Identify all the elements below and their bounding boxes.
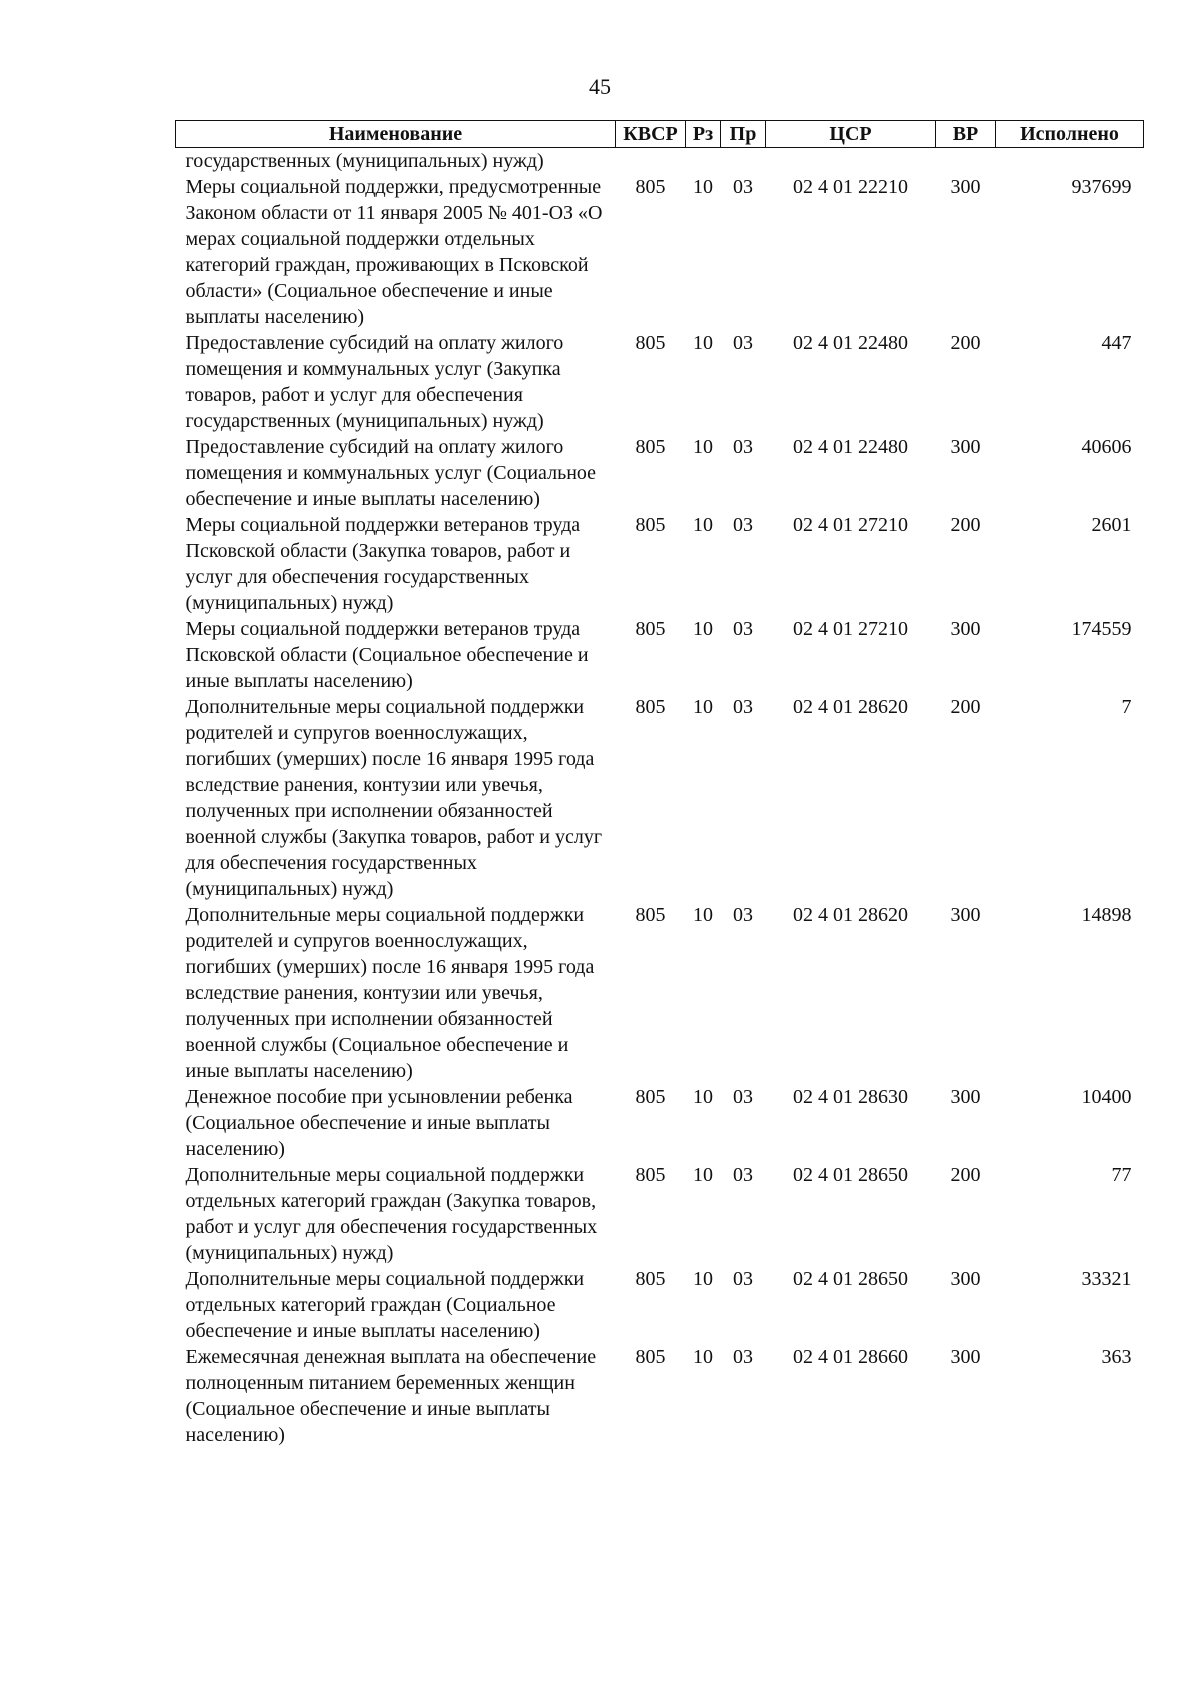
- row-csr: 02 4 01 27210: [793, 514, 908, 536]
- row-pr: 03: [733, 436, 753, 458]
- table-row: [176, 1344, 1144, 1448]
- table-row: [176, 434, 1144, 512]
- table-row: [176, 512, 1144, 616]
- row-name: Денежное пособие при усыновлении ребенка (Социальное обеспечение и иные выплаты населению): [185, 1086, 573, 1160]
- row-done: 77: [1111, 1164, 1132, 1186]
- row-kvsr: 805: [635, 176, 666, 198]
- header-done: Исполнено: [996, 121, 1144, 148]
- header-pr: Пр: [721, 121, 766, 148]
- header-csr: ЦСР: [766, 121, 936, 148]
- row-vr: 300: [950, 1268, 981, 1290]
- row-name: Дополнительные меры социальной поддержки родителей и супругов военнослужащих, погибших (умерших) после 16 января 1995 года вследствие ранения, контузии или увечья, полученных при исполнении обязанностей военной службы (Закупка товаров, работ и услуг для обеспечения государственных (муниципальных) нужд): [185, 696, 603, 900]
- row-name: Предоставление субсидий на оплату жилого помещения и коммунальных услуг (Закупка товаров, работ и услуг для обеспечения государственных (муниципальных) нужд): [185, 332, 564, 432]
- row-kvsr: 805: [635, 1268, 666, 1290]
- row-csr: 02 4 01 28620: [793, 696, 908, 718]
- row-done: 14898: [1081, 904, 1132, 926]
- table-row: [176, 902, 1144, 1084]
- row-rz: 10: [693, 1164, 713, 1186]
- row-pr: 03: [733, 618, 753, 640]
- table-row: [176, 694, 1144, 902]
- row-csr: 02 4 01 28620: [793, 904, 908, 926]
- row-kvsr: 805: [635, 514, 666, 536]
- table-row: [176, 1084, 1144, 1162]
- table-row: [176, 1266, 1144, 1344]
- row-kvsr: 805: [635, 332, 666, 354]
- row-kvsr: 805: [635, 1346, 666, 1368]
- row-rz: 10: [693, 618, 713, 640]
- row-vr: 300: [950, 904, 981, 926]
- row-vr: 200: [950, 696, 981, 718]
- row-rz: 10: [693, 436, 713, 458]
- row-name: Дополнительные меры социальной поддержки родителей и супругов военнослужащих, погибших (умерших) после 16 января 1995 года вследствие ранения, контузии или увечья, полученных при исполнении обязанностей военной службы (Социальное обеспечение и иные выплаты населению): [185, 904, 595, 1082]
- row-pr: 03: [733, 1086, 753, 1108]
- row-pr: 03: [733, 514, 753, 536]
- row-done: 10400: [1081, 1086, 1132, 1108]
- carryover-text: государственных (муниципальных) нужд): [185, 150, 544, 172]
- row-pr: 03: [733, 1164, 753, 1186]
- row-kvsr: 805: [635, 696, 666, 718]
- row-kvsr: 805: [635, 1164, 666, 1186]
- row-name: Дополнительные меры социальной поддержки отдельных категорий граждан (Социальное обеспечение и иные выплаты населению): [185, 1268, 585, 1342]
- table-body: [176, 148, 1144, 1449]
- row-vr: 200: [950, 514, 981, 536]
- row-kvsr: 805: [635, 436, 666, 458]
- row-vr: 200: [950, 1164, 981, 1186]
- row-csr: 02 4 01 22480: [793, 436, 908, 458]
- row-kvsr: 805: [635, 618, 666, 640]
- table-row: [176, 616, 1144, 694]
- row-name: Меры социальной поддержки ветеранов труда Псковской области (Закупка товаров, работ и услуг для обеспечения государственных (муниципальных) нужд): [185, 514, 581, 614]
- row-done: 2601: [1091, 514, 1132, 536]
- row-vr: 300: [950, 176, 981, 198]
- row-pr: 03: [733, 176, 753, 198]
- row-done: 7: [1121, 696, 1132, 718]
- row-kvsr: 805: [635, 1086, 666, 1108]
- row-rz: 10: [693, 696, 713, 718]
- row-done: 937699: [1071, 176, 1132, 198]
- budget-table: [175, 120, 1144, 1448]
- row-rz: 10: [693, 332, 713, 354]
- row-done: 33321: [1081, 1268, 1132, 1290]
- row-csr: 02 4 01 22480: [793, 332, 908, 354]
- row-done: 363: [1101, 1346, 1132, 1368]
- table-header: [176, 121, 1144, 148]
- carryover-row: [176, 148, 1144, 175]
- row-csr: 02 4 01 28650: [793, 1268, 908, 1290]
- row-kvsr: 805: [635, 904, 666, 926]
- row-done: 447: [1101, 332, 1132, 354]
- row-name: Меры социальной поддержки ветеранов труда Псковской области (Социальное обеспечение и иные выплаты населению): [185, 618, 589, 692]
- row-rz: 10: [693, 514, 713, 536]
- header-vr: ВР: [936, 121, 996, 148]
- row-vr: 300: [950, 1346, 981, 1368]
- row-csr: 02 4 01 27210: [793, 618, 908, 640]
- row-rz: 10: [693, 904, 713, 926]
- row-rz: 10: [693, 1268, 713, 1290]
- row-rz: 10: [693, 176, 713, 198]
- row-pr: 03: [733, 696, 753, 718]
- row-pr: 03: [733, 904, 753, 926]
- header-name: Наименование: [176, 121, 616, 148]
- row-vr: 300: [950, 1086, 981, 1108]
- row-csr: 02 4 01 28630: [793, 1086, 908, 1108]
- row-name: Предоставление субсидий на оплату жилого помещения и коммунальных услуг (Социальное обеспечение и иные выплаты населению): [185, 436, 597, 510]
- row-rz: 10: [693, 1086, 713, 1108]
- row-csr: 02 4 01 22210: [793, 176, 908, 198]
- row-csr: 02 4 01 28650: [793, 1164, 908, 1186]
- row-done: 40606: [1081, 436, 1132, 458]
- row-vr: 200: [950, 332, 981, 354]
- header-rz: Рз: [686, 121, 721, 148]
- table-row: [176, 174, 1144, 330]
- row-name: Меры социальной поддержки, предусмотренные Законом области от 11 января 2005 № 401-ОЗ «О мерах социальной поддержки отдельных категорий граждан, проживающих в Псковской области» (Социальное обеспечение и иные выплаты населению): [185, 176, 603, 328]
- row-done: 174559: [1071, 618, 1132, 640]
- header-kvsr: КВСР: [616, 121, 686, 148]
- row-pr: 03: [733, 1268, 753, 1290]
- row-rz: 10: [693, 1346, 713, 1368]
- row-name: Дополнительные меры социальной поддержки отдельных категорий граждан (Закупка товаров, работ и услуг для обеспечения государственных (муниципальных) нужд): [185, 1164, 598, 1264]
- page-number: 45: [589, 74, 611, 99]
- row-pr: 03: [733, 332, 753, 354]
- row-vr: 300: [950, 436, 981, 458]
- row-pr: 03: [733, 1346, 753, 1368]
- row-vr: 300: [950, 618, 981, 640]
- table-row: [176, 330, 1144, 434]
- row-csr: 02 4 01 28660: [793, 1346, 908, 1368]
- table-row: [176, 1162, 1144, 1266]
- row-name: Ежемесячная денежная выплата на обеспечение полноценным питанием беременных женщин (Социальное обеспечение и иные выплаты населению): [185, 1346, 597, 1446]
